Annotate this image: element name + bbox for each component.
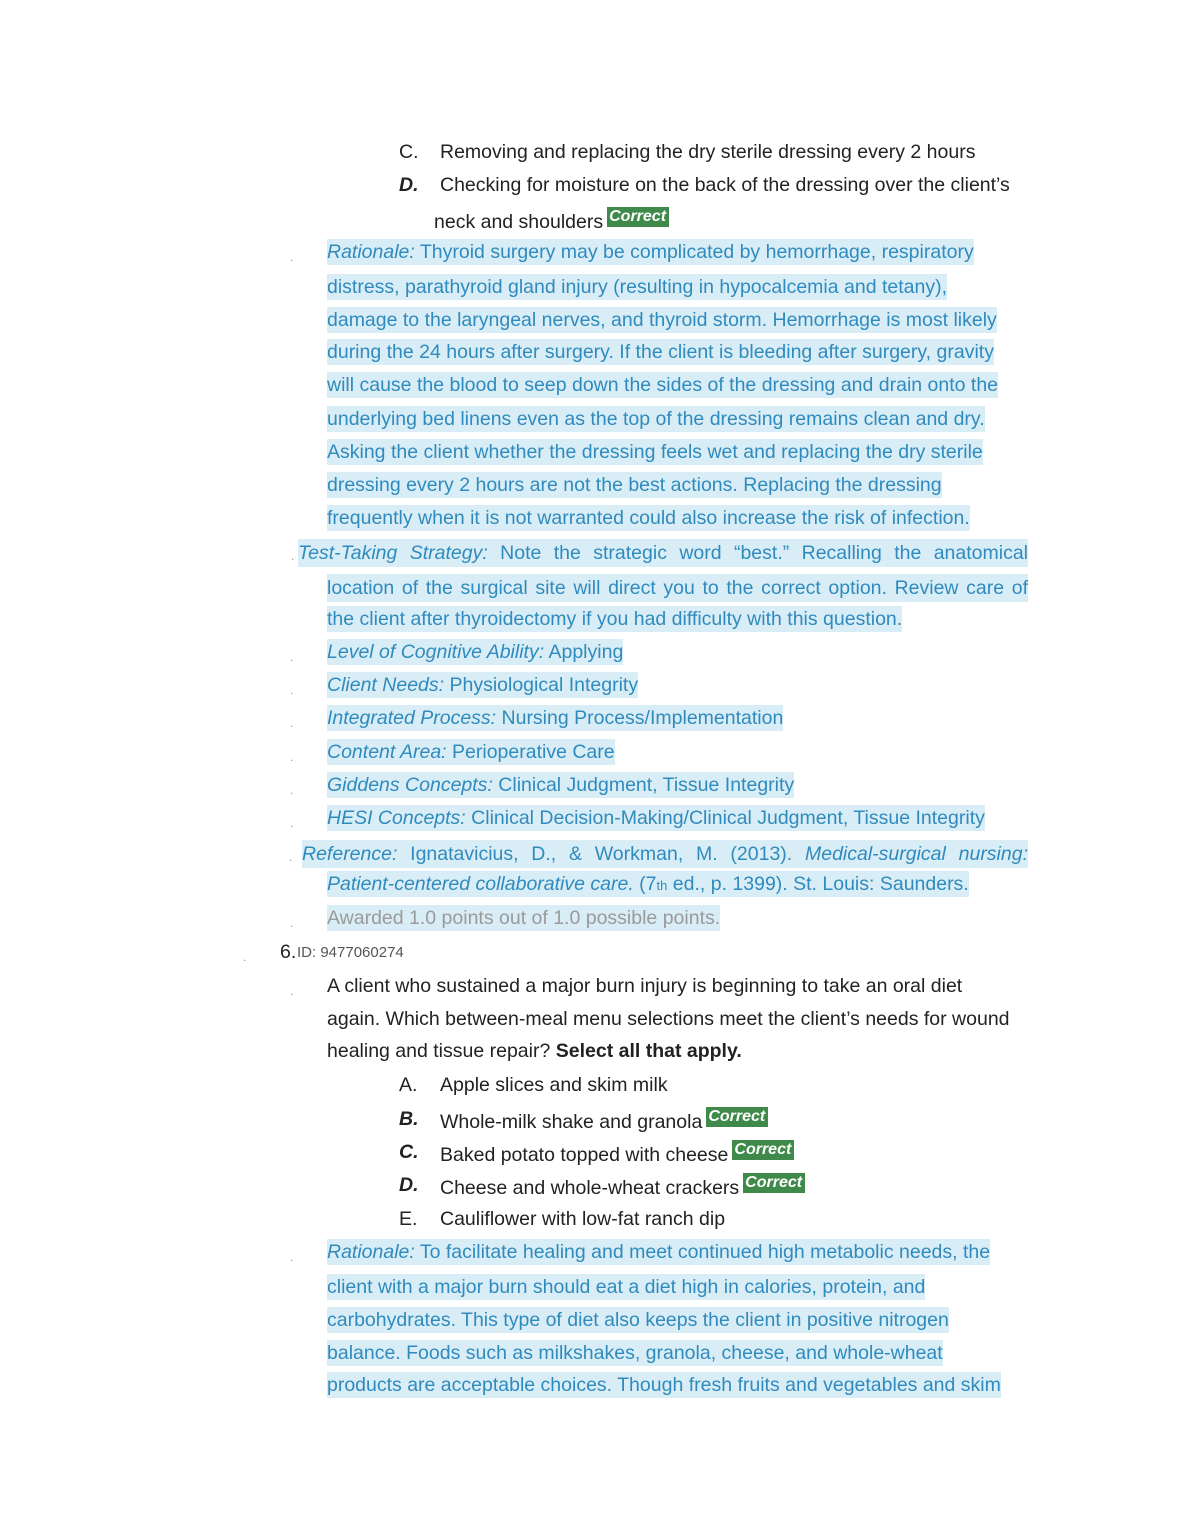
meta-client-needs: Client Needs: Physiological Integrity [327, 674, 639, 696]
meta-giddens-concepts: Giddens Concepts: Clinical Judgment, Tissue Integrity [327, 774, 795, 796]
option-text: Removing and replacing the dry sterile dressing every 2 hours [440, 141, 976, 163]
q6-rationale: Rationale: To facilitate healing and meet continued high metabolic needs, the [327, 1241, 991, 1263]
bullet: . [290, 650, 294, 664]
option-text: Checking for moisture on the back of the dressing over the client’s [440, 174, 1010, 196]
rationale-line: products are acceptable choices. Though fresh fruits and vegetables and skim [327, 1374, 1001, 1396]
bullet: . [290, 984, 294, 998]
rationale-line: client with a major burn should eat a diet high in calories, protein, and [327, 1276, 926, 1298]
bullet: . [291, 549, 295, 563]
strategy-line: the client after thyroidectomy if you had difficulty with this question. [327, 608, 903, 630]
correct-badge: Correct [743, 1173, 805, 1193]
rationale-label: Rationale: [327, 241, 415, 263]
correct-badge: Correct [732, 1140, 794, 1160]
rationale-line: frequently when it is not warranted could also increase the risk of infection. [327, 507, 970, 529]
bullet: . [290, 916, 294, 930]
rationale-line: balance. Foods such as milkshakes, granola, cheese, and whole-wheat [327, 1342, 943, 1364]
q5-awarded: Awarded 1.0 points out of 1.0 possible points. [327, 907, 721, 929]
rationale-line: dressing every 2 hours are not the best actions. Replacing the dressing [327, 474, 942, 496]
q5-rationale: Rationale: Thyroid surgery may be complicated by hemorrhage, respiratory [327, 241, 974, 263]
rationale-line: during the 24 hours after surgery. If the client is bleeding after surgery, gravity [327, 341, 994, 363]
question-number: 6. [280, 941, 297, 963]
strategy-label: Test-Taking Strategy: [298, 542, 488, 564]
rationale-line: distress, parathyroid gland injury (resulting in hypocalcemia and tetany), [327, 276, 947, 298]
rationale-line: Asking the client whether the dressing feels wet and replacing the dry sterile [327, 441, 983, 463]
bullet: . [290, 250, 294, 264]
rationale-line: carbohydrates. This type of diet also keeps the client in positive nitrogen [327, 1309, 949, 1331]
bullet: . [243, 950, 247, 964]
bullet: . [290, 716, 294, 730]
rationale-line: damage to the laryngeal nerves, and thyroid storm. Hemorrhage is most likely [327, 309, 997, 331]
q5-reference: Reference: Ignatavicius, D., & Workman, M. (2013). Medical-surgical nursing: [302, 840, 1028, 868]
rationale-label: Rationale: [327, 1241, 415, 1263]
select-all-instruction: Select all that apply. [555, 1040, 742, 1062]
strategy-line: location of the surgical site will direct you to the correct option. Review care of [327, 574, 1028, 602]
bullet: . [290, 1250, 294, 1264]
bullet: . [290, 683, 294, 697]
reference-label: Reference: [302, 843, 398, 865]
option-letter: D. [399, 174, 419, 196]
meta-content-area: Content Area: Perioperative Care [327, 741, 615, 763]
meta-hesi-concepts: HESI Concepts: Clinical Decision-Making/Clinical Judgment, Tissue Integrity [327, 807, 985, 829]
bullet: . [290, 816, 294, 830]
rationale-line: underlying bed linens even as the top of the dressing remains clean and dry. [327, 408, 985, 430]
question-id: ID: 9477060274 [297, 944, 404, 961]
bullet: . [290, 783, 294, 797]
bullet: . [290, 750, 294, 764]
option-text: neck and shoulders [434, 211, 604, 233]
correct-badge: Correct [706, 1107, 768, 1127]
option-letter: C. [399, 141, 419, 163]
q5-strategy: Test-Taking Strategy: Note the strategic word “best.” Recalling the anatomical [298, 539, 1028, 567]
correct-badge: Correct [607, 207, 669, 227]
meta-cognitive-level: Level of Cognitive Ability: Applying [327, 641, 624, 663]
meta-integrated-process: Integrated Process: Nursing Process/Implementation [327, 707, 784, 729]
rationale-line: will cause the blood to seep down the sides of the dressing and drain onto the [327, 374, 999, 396]
bullet: . [289, 850, 293, 864]
